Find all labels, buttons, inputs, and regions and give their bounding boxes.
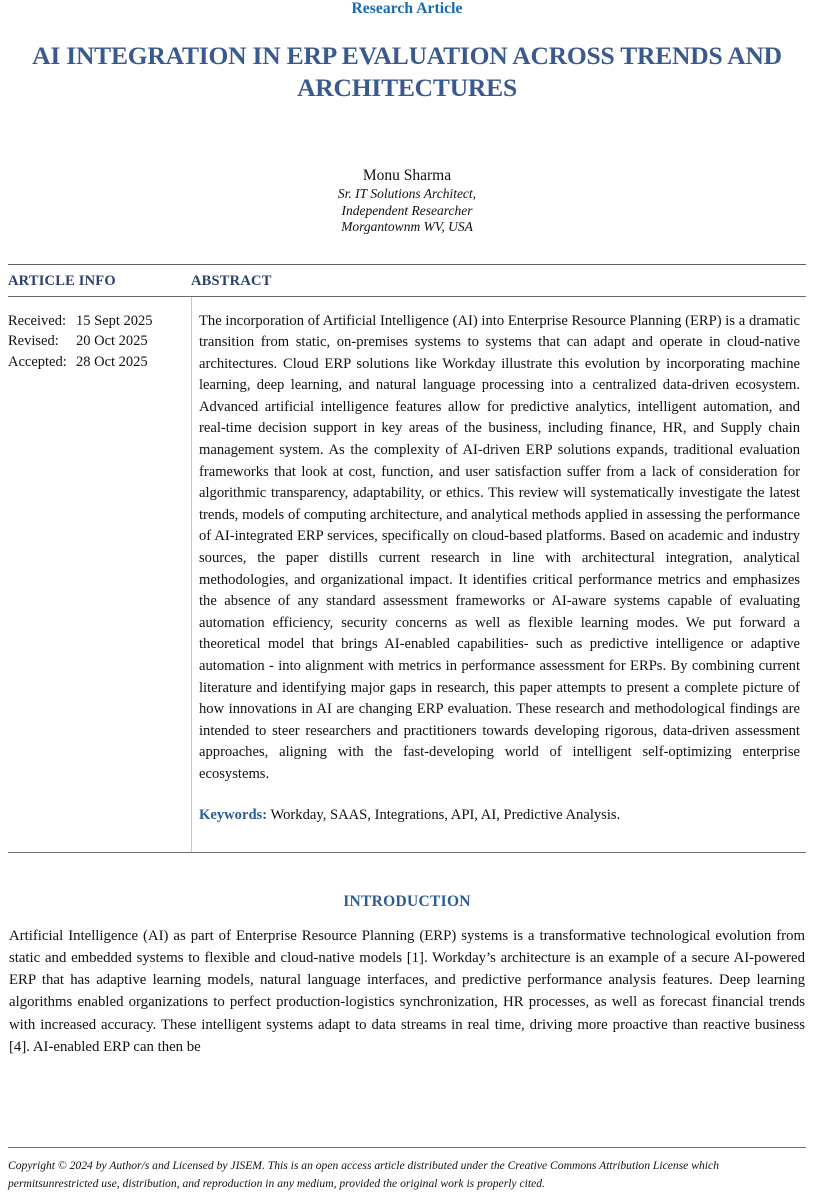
date-revised-value: 20 Oct 2025 bbox=[76, 333, 148, 349]
date-revised bbox=[8, 331, 191, 352]
copyright-notice: Copyright © 2024 by Author/s and Licensed by JISEM. This is an open access article distributed under the Creative Commons Attribution License which permitsunrestricted use, distribution, and reproduction in any medium, provided the original work is properly cited. bbox=[8, 1159, 719, 1190]
article-info-body-row bbox=[8, 297, 806, 852]
abstract-body: The incorporation of Artificial Intelligence (AI) into Enterprise Resource Planning (ERP) is a dramatic transition from static, on-premises systems to systems that can adapt and operate in cloud-native architectures. Cloud ERP solutions like Workday illustrate this evolution by incorporating machine learning, deep learning, and natural language processing into a centralized data-driven ecosystem. Advanced artificial intelligence features allow for predictive analytics, intelligent automation, and real-time decision support in key areas of the business, including finance, HR, and Supply chain management system. As the complexity of AI-driven ERP solutions expands, traditional evaluation frameworks that look at cost, function, and user satisfaction suffer from a lack of consideration for algorithmic transparency, adaptability, or ethics. This review will systematically investigate the latest trends, models of computing architecture, and analytical methods applied in assessing the performance of AI-integrated ERP services, specifically on cloud-based platforms. Based on academic and industry sources, the paper distills current research in line with architectural integration, analytical methodologies, and organizational impact. It identifies critical performance metrics and emphasizes the absence of any standard assessment frameworks or AI-aware systems capable of evaluating automation efficiency, security concerns as well as flexible learning modes. We put forward a theoretical model that brings AI-enabled capabilities- such as predictive intelligence or adaptive automation - into alignment with metrics in performance assessment for ERPs. By combining current literature and identifying major gaps in research, this paper attempts to present a complete picture of how innovations in AI are changing ERP evaluation. These research and methodological findings are intended to steer researchers and practitioners towards developing rigorous, data-driven assessment approaches, aligning with the fast-developing world of intelligent self-optimizing enterprise ecosystems. bbox=[199, 312, 800, 782]
article-dates-cell bbox=[8, 297, 191, 852]
author-affiliation-line-3: Morgantownm WV, USA bbox=[341, 219, 473, 234]
article-info-header-cell bbox=[8, 272, 191, 290]
keywords-value: Workday, SAAS, Integrations, API, AI, Predictive Analysis. bbox=[267, 806, 621, 823]
date-received-value: 15 Sept 2025 bbox=[76, 312, 153, 329]
page-title: AI INTEGRATION IN ERP EVALUATION ACROSS TRENDS AND ARCHITECTURES bbox=[32, 41, 782, 102]
author-affiliation-line-2: Independent Researcher bbox=[341, 202, 473, 218]
date-received bbox=[8, 311, 191, 332]
author-name: Monu Sharma bbox=[362, 167, 452, 184]
author-block bbox=[8, 166, 806, 236]
section-heading-introduction: INTRODUCTION bbox=[343, 892, 471, 910]
article-info-heading: ARTICLE INFO bbox=[8, 272, 116, 289]
article-info-header-row bbox=[8, 265, 806, 296]
keywords-separator: : bbox=[262, 806, 268, 823]
date-received-label: Received: bbox=[8, 312, 66, 329]
date-accepted-label: Accepted: bbox=[8, 353, 67, 370]
keywords-label: Keywords bbox=[199, 806, 263, 823]
author-affiliation-line-1: Sr. IT Solutions Architect, bbox=[337, 186, 477, 201]
date-accepted-value: 28 Oct 2025 bbox=[76, 353, 148, 370]
article-info-bottom-rule bbox=[8, 852, 806, 853]
research-article-kicker: Research Article bbox=[351, 0, 463, 17]
date-revised-label: Revised: bbox=[8, 333, 59, 349]
introduction-paragraph: Artificial Intelligence (AI) as part of Enterprise Resource Planning (ERP) systems is a transformative technological evolution from static and embedded systems to flexible and cloud-native models [1]. Workday’s architecture is an example of a secure AI-powered ERP that has adaptive learning models, natural language interfaces, and predictive performance analysis features. Deep learning algorithms enabled organizations to perfect production-logistics synchronization, HR processes, as well as forecast financial trends with increased accuracy. These intelligent systems adapt to data streams in real time, driving more proactive than reactive business [4]. AI-enabled ERP can then be bbox=[9, 927, 805, 1056]
keywords-line bbox=[199, 805, 800, 826]
footer-rule bbox=[8, 1147, 806, 1148]
page-footer bbox=[8, 1147, 806, 1192]
date-accepted bbox=[8, 352, 191, 373]
abstract-bottom-spacer bbox=[199, 826, 800, 852]
abstract-cell bbox=[191, 297, 806, 852]
abstract-header-cell bbox=[191, 272, 272, 290]
abstract-heading: ABSTRACT bbox=[191, 272, 272, 289]
column-divider bbox=[191, 297, 192, 852]
